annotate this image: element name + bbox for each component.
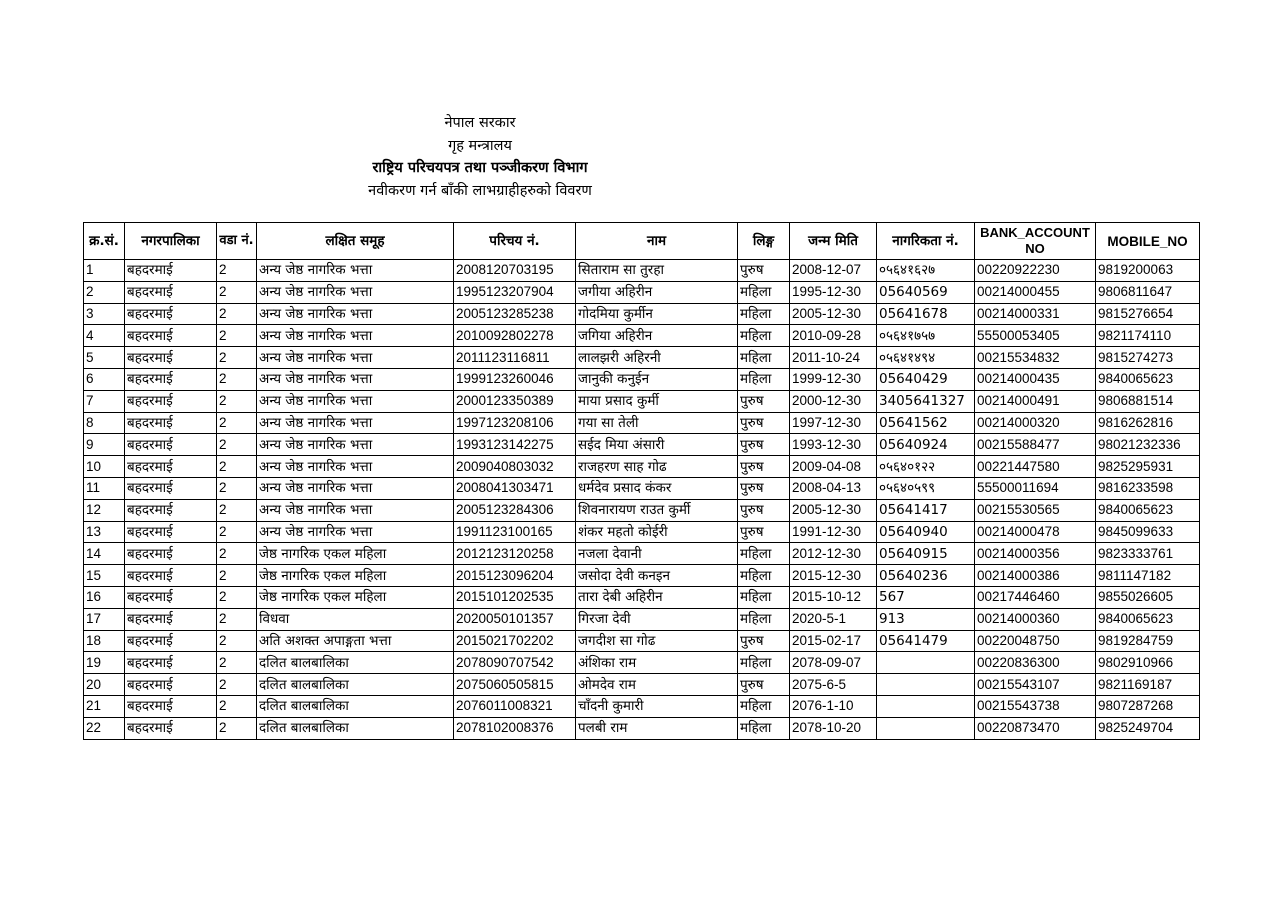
bank-account-cell: 00221447580: [975, 456, 1096, 478]
bank-account-cell: 00220922230: [975, 260, 1096, 282]
name-cell: गिरजा देवी: [576, 608, 738, 630]
ward-cell: 2: [217, 434, 257, 456]
id-number-cell: 2008041303471: [454, 477, 576, 499]
ward-cell: 2: [217, 347, 257, 369]
gender-cell: महिला: [738, 543, 790, 565]
column-header: नागरिकता नं.: [877, 223, 975, 260]
birth-date-cell: 2078-10-20: [790, 717, 877, 739]
table-row: [84, 303, 1200, 325]
municipality-cell: बहदरमाई: [125, 412, 217, 434]
id-number-cell: 2078090707542: [454, 652, 576, 674]
serial-cell: 9: [84, 434, 125, 456]
mobile-cell: 9855026605: [1096, 586, 1200, 608]
municipality-cell: बहदरमाई: [125, 456, 217, 478]
birth-date-cell: 1999-12-30: [790, 368, 877, 390]
serial-cell: 3: [84, 303, 125, 325]
mobile-cell: 9811147182: [1096, 565, 1200, 587]
gender-cell: पुरुष: [738, 434, 790, 456]
id-number-cell: 2009040803032: [454, 456, 576, 478]
name-cell: लालझरी अहिरनी: [576, 347, 738, 369]
table-row: [84, 717, 1200, 739]
serial-cell: 5: [84, 347, 125, 369]
citizenship-cell: 913: [877, 608, 975, 630]
id-number-cell: 2005123284306: [454, 499, 576, 521]
name-cell: जगिया अहिरीन: [576, 325, 738, 347]
ward-cell: 2: [217, 521, 257, 543]
serial-cell: 19: [84, 652, 125, 674]
birth-date-cell: 1991-12-30: [790, 521, 877, 543]
target-group-cell: अन्य जेष्ठ नागरिक भत्ता: [257, 456, 454, 478]
birth-date-cell: 2015-10-12: [790, 586, 877, 608]
id-number-cell: 2005123285238: [454, 303, 576, 325]
municipality-cell: बहदरमाई: [125, 586, 217, 608]
bank-account-cell: 00214000360: [975, 608, 1096, 630]
ward-cell: 2: [217, 652, 257, 674]
gender-cell: पुरुष: [738, 390, 790, 412]
gender-cell: महिला: [738, 347, 790, 369]
ward-cell: 2: [217, 368, 257, 390]
bank-account-cell: 00214000478: [975, 521, 1096, 543]
table-row: [84, 368, 1200, 390]
id-number-cell: 2000123350389: [454, 390, 576, 412]
citizenship-cell: [877, 652, 975, 674]
name-cell: गोदमिया कुर्मीन: [576, 303, 738, 325]
target-group-cell: अन्य जेष्ठ नागरिक भत्ता: [257, 477, 454, 499]
id-number-cell: 2075060505815: [454, 674, 576, 696]
document-header: [0, 112, 960, 202]
mobile-cell: 9806811647: [1096, 281, 1200, 303]
target-group-cell: अन्य जेष्ठ नागरिक भत्ता: [257, 347, 454, 369]
target-group-cell: जेष्ठ नागरिक एकल महिला: [257, 543, 454, 565]
mobile-cell: 9840065623: [1096, 608, 1200, 630]
name-cell: नजला देवानी: [576, 543, 738, 565]
target-group-cell: दलित बालबालिका: [257, 717, 454, 739]
birth-date-cell: 2078-09-07: [790, 652, 877, 674]
name-cell: सिताराम सा तुरहा: [576, 260, 738, 282]
ward-cell: 2: [217, 390, 257, 412]
name-cell: गया सा तेली: [576, 412, 738, 434]
ward-cell: 2: [217, 543, 257, 565]
serial-cell: 22: [84, 717, 125, 739]
birth-date-cell: 2011-10-24: [790, 347, 877, 369]
gender-cell: महिला: [738, 281, 790, 303]
id-number-cell: 2015021702202: [454, 630, 576, 652]
mobile-cell: 98021232336: [1096, 434, 1200, 456]
municipality-cell: बहदरमाई: [125, 652, 217, 674]
table-row: [84, 565, 1200, 587]
id-number-cell: 1991123100165: [454, 521, 576, 543]
citizenship-cell: 05641678: [877, 303, 975, 325]
target-group-cell: अन्य जेष्ठ नागरिक भत्ता: [257, 281, 454, 303]
mobile-cell: 9819200063: [1096, 260, 1200, 282]
serial-cell: 16: [84, 586, 125, 608]
mobile-cell: 9816262816: [1096, 412, 1200, 434]
serial-cell: 17: [84, 608, 125, 630]
birth-date-cell: 2000-12-30: [790, 390, 877, 412]
table-row: [84, 456, 1200, 478]
id-number-cell: 2011123116811: [454, 347, 576, 369]
target-group-cell: जेष्ठ नागरिक एकल महिला: [257, 565, 454, 587]
header-ministry: गृह मन्त्रालय: [448, 137, 512, 154]
birth-date-cell: 1993-12-30: [790, 434, 877, 456]
gender-cell: महिला: [738, 608, 790, 630]
table-row: [84, 695, 1200, 717]
ward-cell: 2: [217, 695, 257, 717]
name-cell: अंशिका राम: [576, 652, 738, 674]
serial-cell: 6: [84, 368, 125, 390]
target-group-cell: अन्य जेष्ठ नागरिक भत्ता: [257, 325, 454, 347]
bank-account-cell: 00214000320: [975, 412, 1096, 434]
ward-cell: 2: [217, 565, 257, 587]
gender-cell: पुरुष: [738, 521, 790, 543]
mobile-cell: 9815276654: [1096, 303, 1200, 325]
table-row: [84, 521, 1200, 543]
column-header: परिचय नं.: [454, 223, 576, 260]
municipality-cell: बहदरमाई: [125, 695, 217, 717]
serial-cell: 20: [84, 674, 125, 696]
id-number-cell: 2010092802278: [454, 325, 576, 347]
gender-cell: पुरुष: [738, 674, 790, 696]
name-cell: शिवनारायण राउत कुर्मी: [576, 499, 738, 521]
table-row: [84, 260, 1200, 282]
ward-cell: 2: [217, 456, 257, 478]
birth-date-cell: 2008-04-13: [790, 477, 877, 499]
column-header: क्र.सं.: [84, 223, 125, 260]
mobile-cell: 9825249704: [1096, 717, 1200, 739]
gender-cell: पुरुष: [738, 456, 790, 478]
ward-cell: 2: [217, 499, 257, 521]
municipality-cell: बहदरमाई: [125, 565, 217, 587]
birth-date-cell: 2008-12-07: [790, 260, 877, 282]
bank-account-cell: 00217446460: [975, 586, 1096, 608]
birth-date-cell: 2005-12-30: [790, 499, 877, 521]
municipality-cell: बहदरमाई: [125, 521, 217, 543]
citizenship-cell: ०५६४०१२२: [877, 456, 975, 478]
column-header: वडा नं.: [217, 223, 257, 260]
serial-cell: 18: [84, 630, 125, 652]
name-cell: सईद मिया अंसारी: [576, 434, 738, 456]
gender-cell: महिला: [738, 652, 790, 674]
municipality-cell: बहदरमाई: [125, 477, 217, 499]
citizenship-cell: ०५६४१६२७: [877, 260, 975, 282]
birth-date-cell: 2076-1-10: [790, 695, 877, 717]
bank-account-cell: 00215588477: [975, 434, 1096, 456]
target-group-cell: अन्य जेष्ठ नागरिक भत्ता: [257, 499, 454, 521]
citizenship-cell: 05641479: [877, 630, 975, 652]
birth-date-cell: 2015-12-30: [790, 565, 877, 587]
serial-cell: 11: [84, 477, 125, 499]
bank-account-cell: 00220048750: [975, 630, 1096, 652]
municipality-cell: बहदरमाई: [125, 260, 217, 282]
mobile-cell: 9815274273: [1096, 347, 1200, 369]
municipality-cell: बहदरमाई: [125, 347, 217, 369]
citizenship-cell: ०५६४०५९९: [877, 477, 975, 499]
target-group-cell: अन्य जेष्ठ नागरिक भत्ता: [257, 434, 454, 456]
municipality-cell: बहदरमाई: [125, 674, 217, 696]
citizenship-cell: 3405641327: [877, 390, 975, 412]
name-cell: ओमदेव राम: [576, 674, 738, 696]
mobile-cell: 9821169187: [1096, 674, 1200, 696]
citizenship-cell: 05640915: [877, 543, 975, 565]
birth-date-cell: 2010-09-28: [790, 325, 877, 347]
citizenship-cell: 567: [877, 586, 975, 608]
table-row: [84, 543, 1200, 565]
gender-cell: पुरुष: [738, 477, 790, 499]
column-header: MOBILE_NO: [1096, 223, 1200, 260]
mobile-cell: 9806881514: [1096, 390, 1200, 412]
ward-cell: 2: [217, 674, 257, 696]
gender-cell: महिला: [738, 695, 790, 717]
column-header: नाम: [576, 223, 738, 260]
name-cell: धर्मदेव प्रसाद कंकर: [576, 477, 738, 499]
serial-cell: 15: [84, 565, 125, 587]
id-number-cell: 1999123260046: [454, 368, 576, 390]
municipality-cell: बहदरमाई: [125, 434, 217, 456]
municipality-cell: बहदरमाई: [125, 303, 217, 325]
gender-cell: महिला: [738, 717, 790, 739]
target-group-cell: अन्य जेष्ठ नागरिक भत्ता: [257, 521, 454, 543]
table-row: [84, 586, 1200, 608]
id-number-cell: 2020050101357: [454, 608, 576, 630]
mobile-cell: 9802910966: [1096, 652, 1200, 674]
mobile-cell: 9845099633: [1096, 521, 1200, 543]
table-row: [84, 325, 1200, 347]
citizenship-cell: 05640236: [877, 565, 975, 587]
ward-cell: 2: [217, 630, 257, 652]
mobile-cell: 9840065623: [1096, 368, 1200, 390]
citizenship-cell: [877, 674, 975, 696]
bank-account-cell: 00214000491: [975, 390, 1096, 412]
id-number-cell: 2076011008321: [454, 695, 576, 717]
mobile-cell: 9840065623: [1096, 499, 1200, 521]
name-cell: जानुकी कनुईन: [576, 368, 738, 390]
citizenship-cell: [877, 717, 975, 739]
municipality-cell: बहदरमाई: [125, 543, 217, 565]
bank-account-cell: 55500053405: [975, 325, 1096, 347]
mobile-cell: 9816233598: [1096, 477, 1200, 499]
column-header: लिङ्ग: [738, 223, 790, 260]
mobile-cell: 9819284759: [1096, 630, 1200, 652]
municipality-cell: बहदरमाई: [125, 281, 217, 303]
ward-cell: 2: [217, 608, 257, 630]
id-number-cell: 1997123208106: [454, 412, 576, 434]
municipality-cell: बहदरमाई: [125, 630, 217, 652]
table-header-row: [84, 223, 1200, 260]
bank-account-cell: 00220873470: [975, 717, 1096, 739]
citizenship-cell: 05641417: [877, 499, 975, 521]
bank-account-cell: 00215543107: [975, 674, 1096, 696]
birth-date-cell: 2075-6-5: [790, 674, 877, 696]
municipality-cell: बहदरमाई: [125, 717, 217, 739]
ward-cell: 2: [217, 281, 257, 303]
table-row: [84, 674, 1200, 696]
table-row: [84, 630, 1200, 652]
name-cell: जगीया अहिरीन: [576, 281, 738, 303]
serial-cell: 10: [84, 456, 125, 478]
citizenship-cell: ०५६४१७५७: [877, 325, 975, 347]
serial-cell: 21: [84, 695, 125, 717]
header-government: नेपाल सरकार: [444, 115, 516, 131]
target-group-cell: अन्य जेष्ठ नागरिक भत्ता: [257, 303, 454, 325]
gender-cell: पुरुष: [738, 630, 790, 652]
target-group-cell: दलित बालबालिका: [257, 652, 454, 674]
target-group-cell: अन्य जेष्ठ नागरिक भत्ता: [257, 390, 454, 412]
target-group-cell: जेष्ठ नागरिक एकल महिला: [257, 586, 454, 608]
header-department: राष्ट्रिय परिचयपत्र तथा पञ्जीकरण विभाग: [372, 160, 588, 176]
serial-cell: 8: [84, 412, 125, 434]
gender-cell: महिला: [738, 303, 790, 325]
column-header: नगरपालिका: [125, 223, 217, 260]
birth-date-cell: 2020-5-1: [790, 608, 877, 630]
birth-date-cell: 2012-12-30: [790, 543, 877, 565]
gender-cell: महिला: [738, 325, 790, 347]
serial-cell: 7: [84, 390, 125, 412]
bank-account-cell: 55500011694: [975, 477, 1096, 499]
name-cell: माया प्रसाद कुर्मी: [576, 390, 738, 412]
municipality-cell: बहदरमाई: [125, 325, 217, 347]
ward-cell: 2: [217, 412, 257, 434]
bank-account-cell: 00214000455: [975, 281, 1096, 303]
birth-date-cell: 1997-12-30: [790, 412, 877, 434]
municipality-cell: बहदरमाई: [125, 499, 217, 521]
citizenship-cell: [877, 695, 975, 717]
serial-cell: 2: [84, 281, 125, 303]
ward-cell: 2: [217, 717, 257, 739]
name-cell: तारा देबी अहिरीन: [576, 586, 738, 608]
mobile-cell: 9807287268: [1096, 695, 1200, 717]
ward-cell: 2: [217, 586, 257, 608]
serial-cell: 12: [84, 499, 125, 521]
id-number-cell: 2015101202535: [454, 586, 576, 608]
bank-account-cell: 00215530565: [975, 499, 1096, 521]
column-header: जन्म मिति: [790, 223, 877, 260]
ward-cell: 2: [217, 325, 257, 347]
id-number-cell: 2008120703195: [454, 260, 576, 282]
bank-account-cell: 00220836300: [975, 652, 1096, 674]
bank-account-cell: 00214000331: [975, 303, 1096, 325]
target-group-cell: दलित बालबालिका: [257, 674, 454, 696]
table-row: [84, 652, 1200, 674]
id-number-cell: 2012123120258: [454, 543, 576, 565]
column-header: BANK_ACCOUNT NO: [975, 223, 1096, 260]
municipality-cell: बहदरमाई: [125, 390, 217, 412]
citizenship-cell: 05641562: [877, 412, 975, 434]
name-cell: राजहरण साह गोढ: [576, 456, 738, 478]
table-row: [84, 608, 1200, 630]
mobile-cell: 9821174110: [1096, 325, 1200, 347]
bank-account-cell: 00214000356: [975, 543, 1096, 565]
table-row: [84, 390, 1200, 412]
table-row: [84, 347, 1200, 369]
ward-cell: 2: [217, 260, 257, 282]
id-number-cell: 2078102008376: [454, 717, 576, 739]
mobile-cell: 9825295931: [1096, 456, 1200, 478]
table-row: [84, 499, 1200, 521]
citizenship-cell: 05640569: [877, 281, 975, 303]
target-group-cell: अन्य जेष्ठ नागरिक भत्ता: [257, 412, 454, 434]
mobile-cell: 9823333761: [1096, 543, 1200, 565]
bank-account-cell: 00214000435: [975, 368, 1096, 390]
target-group-cell: अन्य जेष्ठ नागरिक भत्ता: [257, 260, 454, 282]
target-group-cell: विधवा: [257, 608, 454, 630]
name-cell: शंकर महतो कोईरी: [576, 521, 738, 543]
id-number-cell: 1993123142275: [454, 434, 576, 456]
target-group-cell: अन्य जेष्ठ नागरिक भत्ता: [257, 368, 454, 390]
name-cell: पलबी राम: [576, 717, 738, 739]
gender-cell: महिला: [738, 586, 790, 608]
table-row: [84, 477, 1200, 499]
gender-cell: महिला: [738, 565, 790, 587]
gender-cell: पुरुष: [738, 260, 790, 282]
citizenship-cell: 05640940: [877, 521, 975, 543]
column-header: लक्षित समूह: [257, 223, 454, 260]
serial-cell: 4: [84, 325, 125, 347]
municipality-cell: बहदरमाई: [125, 608, 217, 630]
serial-cell: 13: [84, 521, 125, 543]
name-cell: जगदीश सा गोढ: [576, 630, 738, 652]
municipality-cell: बहदरमाई: [125, 368, 217, 390]
bank-account-cell: 00215543738: [975, 695, 1096, 717]
bank-account-cell: 00214000386: [975, 565, 1096, 587]
birth-date-cell: 2009-04-08: [790, 456, 877, 478]
serial-cell: 1: [84, 260, 125, 282]
table-row: [84, 281, 1200, 303]
serial-cell: 14: [84, 543, 125, 565]
beneficiary-table: [83, 222, 1200, 740]
birth-date-cell: 1995-12-30: [790, 281, 877, 303]
ward-cell: 2: [217, 477, 257, 499]
gender-cell: पुरुष: [738, 499, 790, 521]
gender-cell: पुरुष: [738, 412, 790, 434]
target-group-cell: अति अशक्त अपाङ्गता भत्ता: [257, 630, 454, 652]
citizenship-cell: 05640429: [877, 368, 975, 390]
table-row: [84, 412, 1200, 434]
id-number-cell: 2015123096204: [454, 565, 576, 587]
citizenship-cell: 05640924: [877, 434, 975, 456]
header-subject: नवीकरण गर्न बाँकी लाभग्राहीहरुको विवरण: [368, 182, 592, 199]
name-cell: जसोदा देवी कनइन: [576, 565, 738, 587]
gender-cell: महिला: [738, 368, 790, 390]
birth-date-cell: 2015-02-17: [790, 630, 877, 652]
birth-date-cell: 2005-12-30: [790, 303, 877, 325]
table-row: [84, 434, 1200, 456]
name-cell: चाँदनी कुमारी: [576, 695, 738, 717]
id-number-cell: 1995123207904: [454, 281, 576, 303]
ward-cell: 2: [217, 303, 257, 325]
target-group-cell: दलित बालबालिका: [257, 695, 454, 717]
citizenship-cell: ०५६४१४९४: [877, 347, 975, 369]
bank-account-cell: 00215534832: [975, 347, 1096, 369]
